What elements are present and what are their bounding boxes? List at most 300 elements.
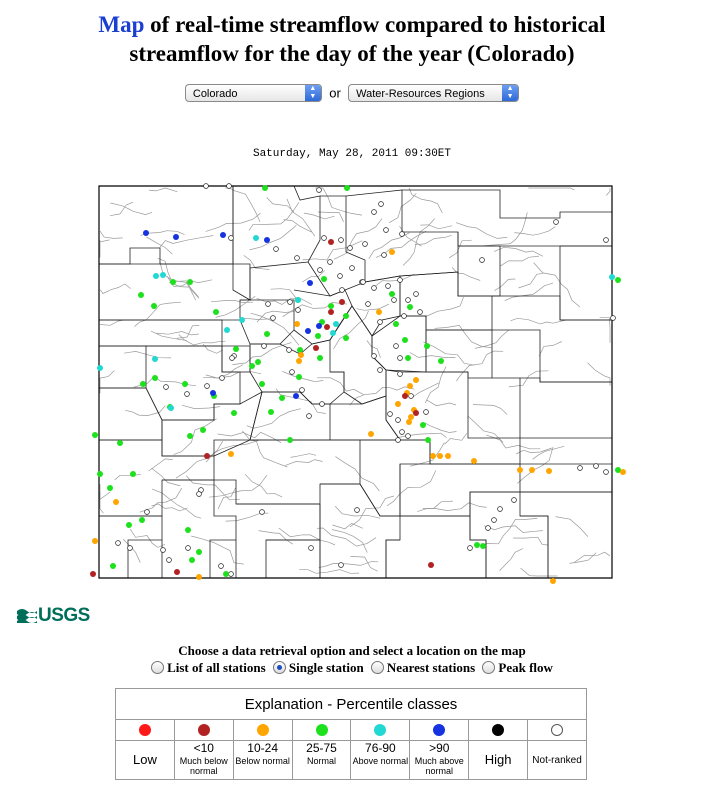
station-marker-below[interactable] xyxy=(445,453,451,459)
river-line xyxy=(211,301,253,303)
not-ranked-dot-icon xyxy=(551,724,563,736)
station-marker-not-ranked[interactable] xyxy=(611,316,616,321)
station-marker-below[interactable] xyxy=(471,458,477,464)
station-marker-below[interactable] xyxy=(92,538,98,544)
station-marker-much-below[interactable] xyxy=(90,571,96,577)
station-marker-not-ranked[interactable] xyxy=(398,356,403,361)
station-marker-not-ranked[interactable] xyxy=(274,247,279,252)
station-marker-normal[interactable] xyxy=(213,309,219,315)
station-marker-above[interactable] xyxy=(330,330,336,336)
station-marker-not-ranked[interactable] xyxy=(164,385,169,390)
station-marker-not-ranked[interactable] xyxy=(328,260,333,265)
station-marker-below[interactable] xyxy=(228,451,234,457)
colorado-streamflow-map[interactable] xyxy=(80,180,640,585)
river-line xyxy=(100,231,123,238)
river-line xyxy=(389,193,416,223)
station-marker-normal[interactable] xyxy=(139,517,145,523)
river-line xyxy=(203,372,261,378)
station-marker-below[interactable] xyxy=(376,309,382,315)
station-marker-normal[interactable] xyxy=(315,333,321,339)
option-nearest-stations[interactable] xyxy=(371,660,475,676)
station-marker-not-ranked[interactable] xyxy=(287,348,292,353)
station-marker-not-ranked[interactable] xyxy=(402,314,407,319)
river-line xyxy=(130,529,165,547)
station-marker-not-ranked[interactable] xyxy=(227,184,232,189)
station-marker-below[interactable] xyxy=(389,249,395,255)
station-marker-normal[interactable] xyxy=(321,276,327,282)
station-marker-not-ranked[interactable] xyxy=(348,246,353,251)
river-line xyxy=(456,223,507,239)
station-marker-not-ranked[interactable] xyxy=(307,414,312,419)
station-marker-not-ranked[interactable] xyxy=(205,384,210,389)
river-line xyxy=(124,351,171,358)
station-marker-not-ranked[interactable] xyxy=(230,356,235,361)
station-marker-not-ranked[interactable] xyxy=(290,370,295,375)
station-marker-normal[interactable] xyxy=(279,395,285,401)
legend-label-high: High xyxy=(469,741,528,780)
station-marker-not-ranked[interactable] xyxy=(372,354,377,359)
station-marker-above[interactable] xyxy=(239,317,245,323)
station-markers[interactable] xyxy=(90,184,626,584)
station-marker-above[interactable] xyxy=(152,356,158,362)
river-line xyxy=(140,488,182,512)
river-line xyxy=(146,237,172,254)
river-line xyxy=(468,416,504,443)
station-marker-normal[interactable] xyxy=(389,291,395,297)
station-marker-normal[interactable] xyxy=(420,422,426,428)
radio-nearest[interactable] xyxy=(371,661,384,674)
station-marker-above[interactable] xyxy=(168,405,174,411)
station-marker-normal[interactable] xyxy=(231,410,237,416)
title-line2: streamflow for the day of the year (Colorado) xyxy=(129,41,575,66)
river-line xyxy=(282,371,323,381)
station-marker-not-ranked[interactable] xyxy=(185,392,190,397)
station-marker-not-ranked[interactable] xyxy=(492,518,497,523)
station-marker-not-ranked[interactable] xyxy=(309,546,314,551)
station-marker-not-ranked[interactable] xyxy=(320,402,325,407)
river-line xyxy=(456,351,503,381)
station-marker-not-ranked[interactable] xyxy=(396,418,401,423)
river-line xyxy=(225,188,260,222)
station-marker-not-ranked[interactable] xyxy=(317,188,322,193)
river-line xyxy=(259,531,293,545)
station-marker-not-ranked[interactable] xyxy=(392,298,397,303)
station-marker-not-ranked[interactable] xyxy=(594,464,599,469)
option-label: Peak flow xyxy=(498,660,553,675)
station-marker-below[interactable] xyxy=(196,574,202,580)
station-marker-not-ranked[interactable] xyxy=(339,238,344,243)
station-marker-not-ranked[interactable] xyxy=(186,546,191,551)
station-marker-not-ranked[interactable] xyxy=(363,242,368,247)
station-marker-above[interactable] xyxy=(97,365,103,371)
station-marker-normal[interactable] xyxy=(480,543,486,549)
station-marker-not-ranked[interactable] xyxy=(296,308,301,313)
station-marker-not-ranked[interactable] xyxy=(366,302,371,307)
station-marker-much-below[interactable] xyxy=(328,239,334,245)
river-line xyxy=(149,459,173,471)
river-line xyxy=(449,240,472,258)
river-line xyxy=(334,311,369,349)
river-line xyxy=(285,460,322,466)
station-marker-normal[interactable] xyxy=(615,277,621,283)
river-line xyxy=(100,284,131,294)
station-marker-not-ranked[interactable] xyxy=(322,236,327,241)
river-line xyxy=(149,188,177,192)
option-label: Single station xyxy=(288,660,364,675)
station-marker-not-ranked[interactable] xyxy=(480,258,485,263)
station-marker-not-ranked[interactable] xyxy=(386,284,391,289)
station-marker-normal[interactable] xyxy=(187,433,193,439)
station-marker-below[interactable] xyxy=(294,321,300,327)
legend-swatch-below xyxy=(233,720,292,741)
station-marker-normal[interactable] xyxy=(189,557,195,563)
river-line xyxy=(425,423,457,433)
station-marker-not-ranked[interactable] xyxy=(400,430,405,435)
usgs-wave-icon xyxy=(17,607,37,623)
station-marker-much-above[interactable] xyxy=(293,393,299,399)
station-marker-normal[interactable] xyxy=(268,409,274,415)
station-marker-normal[interactable] xyxy=(297,347,303,353)
station-marker-normal[interactable] xyxy=(233,346,239,352)
legend-label-much-below: <10 Much below normal xyxy=(174,741,233,780)
river-line xyxy=(299,569,359,573)
station-marker-much-below[interactable] xyxy=(313,345,319,351)
station-marker-much-below[interactable] xyxy=(174,569,180,575)
station-marker-below[interactable] xyxy=(368,431,374,437)
station-marker-much-below[interactable] xyxy=(324,324,330,330)
station-marker-normal[interactable] xyxy=(187,279,193,285)
station-marker-not-ranked[interactable] xyxy=(468,546,473,551)
station-marker-not-ranked[interactable] xyxy=(361,280,366,285)
river-line xyxy=(271,289,297,299)
legend-label-not-ranked: Not-ranked xyxy=(528,741,587,780)
station-marker-above[interactable] xyxy=(224,327,230,333)
retrieval-prompt: Choose a data retrieval option and select a location on the map xyxy=(178,643,526,658)
legend-table xyxy=(115,688,587,780)
station-marker-not-ranked[interactable] xyxy=(262,344,267,349)
river-line xyxy=(500,256,539,266)
retrieval-options xyxy=(0,660,704,676)
station-marker-not-ranked[interactable] xyxy=(372,210,377,215)
legend-swatch-above xyxy=(351,720,410,741)
station-marker-normal[interactable] xyxy=(296,374,302,380)
station-marker-normal[interactable] xyxy=(182,381,188,387)
station-marker-much-above[interactable] xyxy=(305,328,311,334)
station-marker-not-ranked[interactable] xyxy=(339,563,344,568)
state-select-value: Colorado xyxy=(192,88,238,100)
station-marker-normal[interactable] xyxy=(200,427,206,433)
station-marker-not-ranked[interactable] xyxy=(229,236,234,241)
station-marker-not-ranked[interactable] xyxy=(604,238,609,243)
station-marker-much-above[interactable] xyxy=(316,323,322,329)
station-marker-not-ranked[interactable] xyxy=(229,572,234,577)
station-marker-not-ranked[interactable] xyxy=(288,300,293,305)
station-marker-normal[interactable] xyxy=(328,303,334,309)
station-marker-not-ranked[interactable] xyxy=(384,228,389,233)
station-marker-not-ranked[interactable] xyxy=(406,298,411,303)
station-marker-below[interactable] xyxy=(437,453,443,459)
river-line xyxy=(110,202,133,216)
map-title-link[interactable]: Map xyxy=(98,12,145,37)
station-marker-normal[interactable] xyxy=(393,321,399,327)
station-marker-normal[interactable] xyxy=(170,279,176,285)
station-marker-much-above[interactable] xyxy=(264,237,270,243)
station-marker-not-ranked[interactable] xyxy=(340,288,345,293)
station-marker-much-below[interactable] xyxy=(413,410,419,416)
station-marker-much-above[interactable] xyxy=(210,390,216,396)
station-marker-normal[interactable] xyxy=(185,527,191,533)
river-line xyxy=(283,303,347,317)
river-line xyxy=(350,556,377,571)
station-marker-normal[interactable] xyxy=(262,185,268,191)
station-marker-much-below[interactable] xyxy=(204,453,210,459)
station-marker-not-ranked[interactable] xyxy=(418,310,423,315)
station-marker-much-above[interactable] xyxy=(220,232,226,238)
station-marker-below[interactable] xyxy=(430,453,436,459)
station-marker-not-ranked[interactable] xyxy=(219,564,224,569)
station-marker-normal[interactable] xyxy=(223,571,229,577)
river-line xyxy=(376,274,415,286)
river-line xyxy=(600,318,610,343)
river-line xyxy=(505,283,554,301)
station-marker-below[interactable] xyxy=(413,377,419,383)
station-marker-not-ranked[interactable] xyxy=(128,546,133,551)
station-marker-above[interactable] xyxy=(609,274,615,280)
river-line xyxy=(574,552,610,562)
station-marker-not-ranked[interactable] xyxy=(318,268,323,273)
river-line xyxy=(335,457,379,491)
station-marker-normal[interactable] xyxy=(97,471,103,477)
station-marker-not-ranked[interactable] xyxy=(378,320,383,325)
river-line xyxy=(152,468,181,486)
river-line xyxy=(357,304,389,310)
station-marker-much-below[interactable] xyxy=(339,299,345,305)
river-line xyxy=(174,419,217,455)
river-line xyxy=(332,523,362,528)
station-marker-not-ranked[interactable] xyxy=(578,466,583,471)
station-marker-much-above[interactable] xyxy=(307,280,313,286)
station-marker-much-above[interactable] xyxy=(173,234,179,240)
usgs-logo-text: USGS xyxy=(38,605,90,626)
station-marker-normal[interactable] xyxy=(117,440,123,446)
legend-label-low: Low xyxy=(116,741,175,780)
radio-single-station[interactable] xyxy=(273,661,286,674)
station-marker-not-ranked[interactable] xyxy=(486,526,491,531)
station-marker-not-ranked[interactable] xyxy=(400,232,405,237)
station-marker-not-ranked[interactable] xyxy=(498,507,503,512)
river-line xyxy=(539,342,562,357)
option-label: List of all stations xyxy=(167,660,266,675)
station-marker-normal[interactable] xyxy=(130,471,136,477)
radio-list-all[interactable] xyxy=(151,661,164,674)
station-marker-normal[interactable] xyxy=(405,355,411,361)
station-marker-normal[interactable] xyxy=(259,381,265,387)
river-line xyxy=(110,203,152,215)
station-marker-normal[interactable] xyxy=(264,331,270,337)
much-above-dot-icon xyxy=(433,724,445,736)
river-line xyxy=(257,298,312,304)
option-list-all-stations[interactable] xyxy=(151,660,266,676)
station-marker-normal[interactable] xyxy=(343,313,349,319)
high-dot-icon xyxy=(492,724,504,736)
station-marker-not-ranked[interactable] xyxy=(378,368,383,373)
station-marker-not-ranked[interactable] xyxy=(406,434,411,439)
state-select[interactable] xyxy=(185,84,322,102)
station-marker-below[interactable] xyxy=(406,419,412,425)
river-line xyxy=(160,236,214,248)
river-line xyxy=(486,435,540,449)
station-marker-normal[interactable] xyxy=(126,522,132,528)
station-marker-normal[interactable] xyxy=(255,359,261,365)
river-line xyxy=(570,553,597,564)
option-label: Nearest stations xyxy=(386,660,476,675)
station-marker-not-ranked[interactable] xyxy=(394,344,399,349)
station-marker-not-ranked[interactable] xyxy=(204,184,209,189)
option-peak-flow[interactable] xyxy=(482,660,553,676)
river-line xyxy=(304,213,335,219)
station-marker-not-ranked[interactable] xyxy=(554,220,559,225)
station-marker-not-ranked[interactable] xyxy=(300,388,305,393)
above-dot-icon xyxy=(374,724,386,736)
river-line xyxy=(279,528,335,545)
timestamp: Saturday, May 28, 2011 09:30ET xyxy=(252,148,452,160)
station-marker-normal[interactable] xyxy=(402,337,408,343)
station-marker-much-below[interactable] xyxy=(402,393,408,399)
station-marker-much-below[interactable] xyxy=(428,562,434,568)
river-line xyxy=(509,371,549,387)
option-single-station[interactable] xyxy=(273,660,364,676)
station-marker-not-ranked[interactable] xyxy=(350,266,355,271)
station-marker-below[interactable] xyxy=(113,499,119,505)
river-line xyxy=(511,318,567,324)
station-marker-above[interactable] xyxy=(333,321,339,327)
station-marker-normal[interactable] xyxy=(474,542,480,548)
station-marker-normal[interactable] xyxy=(438,358,444,364)
station-marker-normal[interactable] xyxy=(92,432,98,438)
station-marker-below[interactable] xyxy=(298,352,304,358)
station-marker-normal[interactable] xyxy=(425,437,431,443)
station-marker-below[interactable] xyxy=(517,467,523,473)
station-marker-normal[interactable] xyxy=(138,292,144,298)
normal-dot-icon xyxy=(316,724,328,736)
station-marker-not-ranked[interactable] xyxy=(379,202,384,207)
river-line xyxy=(245,474,282,497)
river-line xyxy=(426,400,456,406)
station-marker-above[interactable] xyxy=(295,297,301,303)
station-marker-not-ranked[interactable] xyxy=(512,498,517,503)
river-line xyxy=(494,247,543,256)
river-line xyxy=(445,433,467,444)
river-line xyxy=(115,475,141,480)
river-line xyxy=(556,517,588,537)
station-marker-not-ranked[interactable] xyxy=(220,376,225,381)
station-marker-not-ranked[interactable] xyxy=(414,292,419,297)
station-marker-normal[interactable] xyxy=(151,303,157,309)
station-marker-normal[interactable] xyxy=(152,375,158,381)
station-marker-normal[interactable] xyxy=(287,437,293,443)
station-marker-not-ranked[interactable] xyxy=(382,253,387,258)
station-marker-normal[interactable] xyxy=(424,343,430,349)
radio-peak-flow[interactable] xyxy=(482,661,495,674)
station-marker-much-below[interactable] xyxy=(328,309,334,315)
river-line xyxy=(317,528,376,546)
station-marker-not-ranked[interactable] xyxy=(398,278,403,283)
legend-swatch-much-below xyxy=(174,720,233,741)
legend-swatch-not-ranked xyxy=(528,720,587,741)
station-marker-below[interactable] xyxy=(407,383,413,389)
station-marker-not-ranked[interactable] xyxy=(388,412,393,417)
river-line xyxy=(134,302,181,326)
station-marker-normal[interactable] xyxy=(317,355,323,361)
station-marker-not-ranked[interactable] xyxy=(338,274,343,279)
station-marker-normal[interactable] xyxy=(343,335,349,341)
select-arrows-icon: ▲ ▼ xyxy=(305,85,321,101)
regions-select[interactable] xyxy=(348,84,519,102)
station-marker-not-ranked[interactable] xyxy=(398,372,403,377)
river-line xyxy=(534,263,580,307)
river-line xyxy=(409,188,442,213)
river-line xyxy=(176,441,223,478)
station-marker-normal[interactable] xyxy=(107,485,113,491)
station-marker-not-ranked[interactable] xyxy=(266,302,271,307)
river-line xyxy=(287,199,315,236)
station-marker-below[interactable] xyxy=(550,578,556,584)
station-marker-normal[interactable] xyxy=(140,381,146,387)
station-marker-normal[interactable] xyxy=(249,363,255,369)
river-line xyxy=(521,568,558,576)
river-line xyxy=(410,353,456,358)
station-marker-not-ranked[interactable] xyxy=(167,558,172,563)
legend-label-below: 10-24 Below normal xyxy=(233,741,292,780)
station-marker-not-ranked[interactable] xyxy=(604,470,609,475)
station-marker-not-ranked[interactable] xyxy=(355,508,360,513)
station-marker-below[interactable] xyxy=(620,469,626,475)
river-line xyxy=(473,405,507,415)
river-line xyxy=(151,331,187,340)
station-marker-not-ranked[interactable] xyxy=(197,492,202,497)
station-marker-much-above[interactable] xyxy=(143,230,149,236)
location-selectors xyxy=(0,84,704,102)
legend-swatch-low xyxy=(116,720,175,741)
station-marker-above[interactable] xyxy=(253,235,259,241)
much-below-dot-icon xyxy=(198,724,210,736)
station-marker-not-ranked[interactable] xyxy=(295,256,300,261)
station-marker-not-ranked[interactable] xyxy=(161,548,166,553)
station-marker-not-ranked[interactable] xyxy=(260,510,265,515)
station-marker-not-ranked[interactable] xyxy=(271,316,276,321)
station-marker-below[interactable] xyxy=(546,468,552,474)
station-marker-normal[interactable] xyxy=(110,563,116,569)
station-marker-not-ranked[interactable] xyxy=(116,541,121,546)
station-marker-normal[interactable] xyxy=(196,549,202,555)
station-marker-above[interactable] xyxy=(160,272,166,278)
station-marker-below[interactable] xyxy=(395,401,401,407)
usgs-logo[interactable] xyxy=(17,605,90,627)
station-marker-not-ranked[interactable] xyxy=(145,510,150,515)
station-marker-not-ranked[interactable] xyxy=(424,410,429,415)
river-line xyxy=(100,240,109,258)
river-line xyxy=(528,188,574,190)
station-marker-not-ranked[interactable] xyxy=(396,438,401,443)
station-marker-not-ranked[interactable] xyxy=(372,286,377,291)
station-marker-normal[interactable] xyxy=(344,185,350,191)
legend-label-above: 76-90 Above normal xyxy=(351,741,410,780)
station-marker-normal[interactable] xyxy=(407,304,413,310)
legend-swatch-much-above xyxy=(410,720,469,741)
station-marker-below[interactable] xyxy=(296,358,302,364)
station-marker-above[interactable] xyxy=(153,273,159,279)
station-marker-below[interactable] xyxy=(529,467,535,473)
